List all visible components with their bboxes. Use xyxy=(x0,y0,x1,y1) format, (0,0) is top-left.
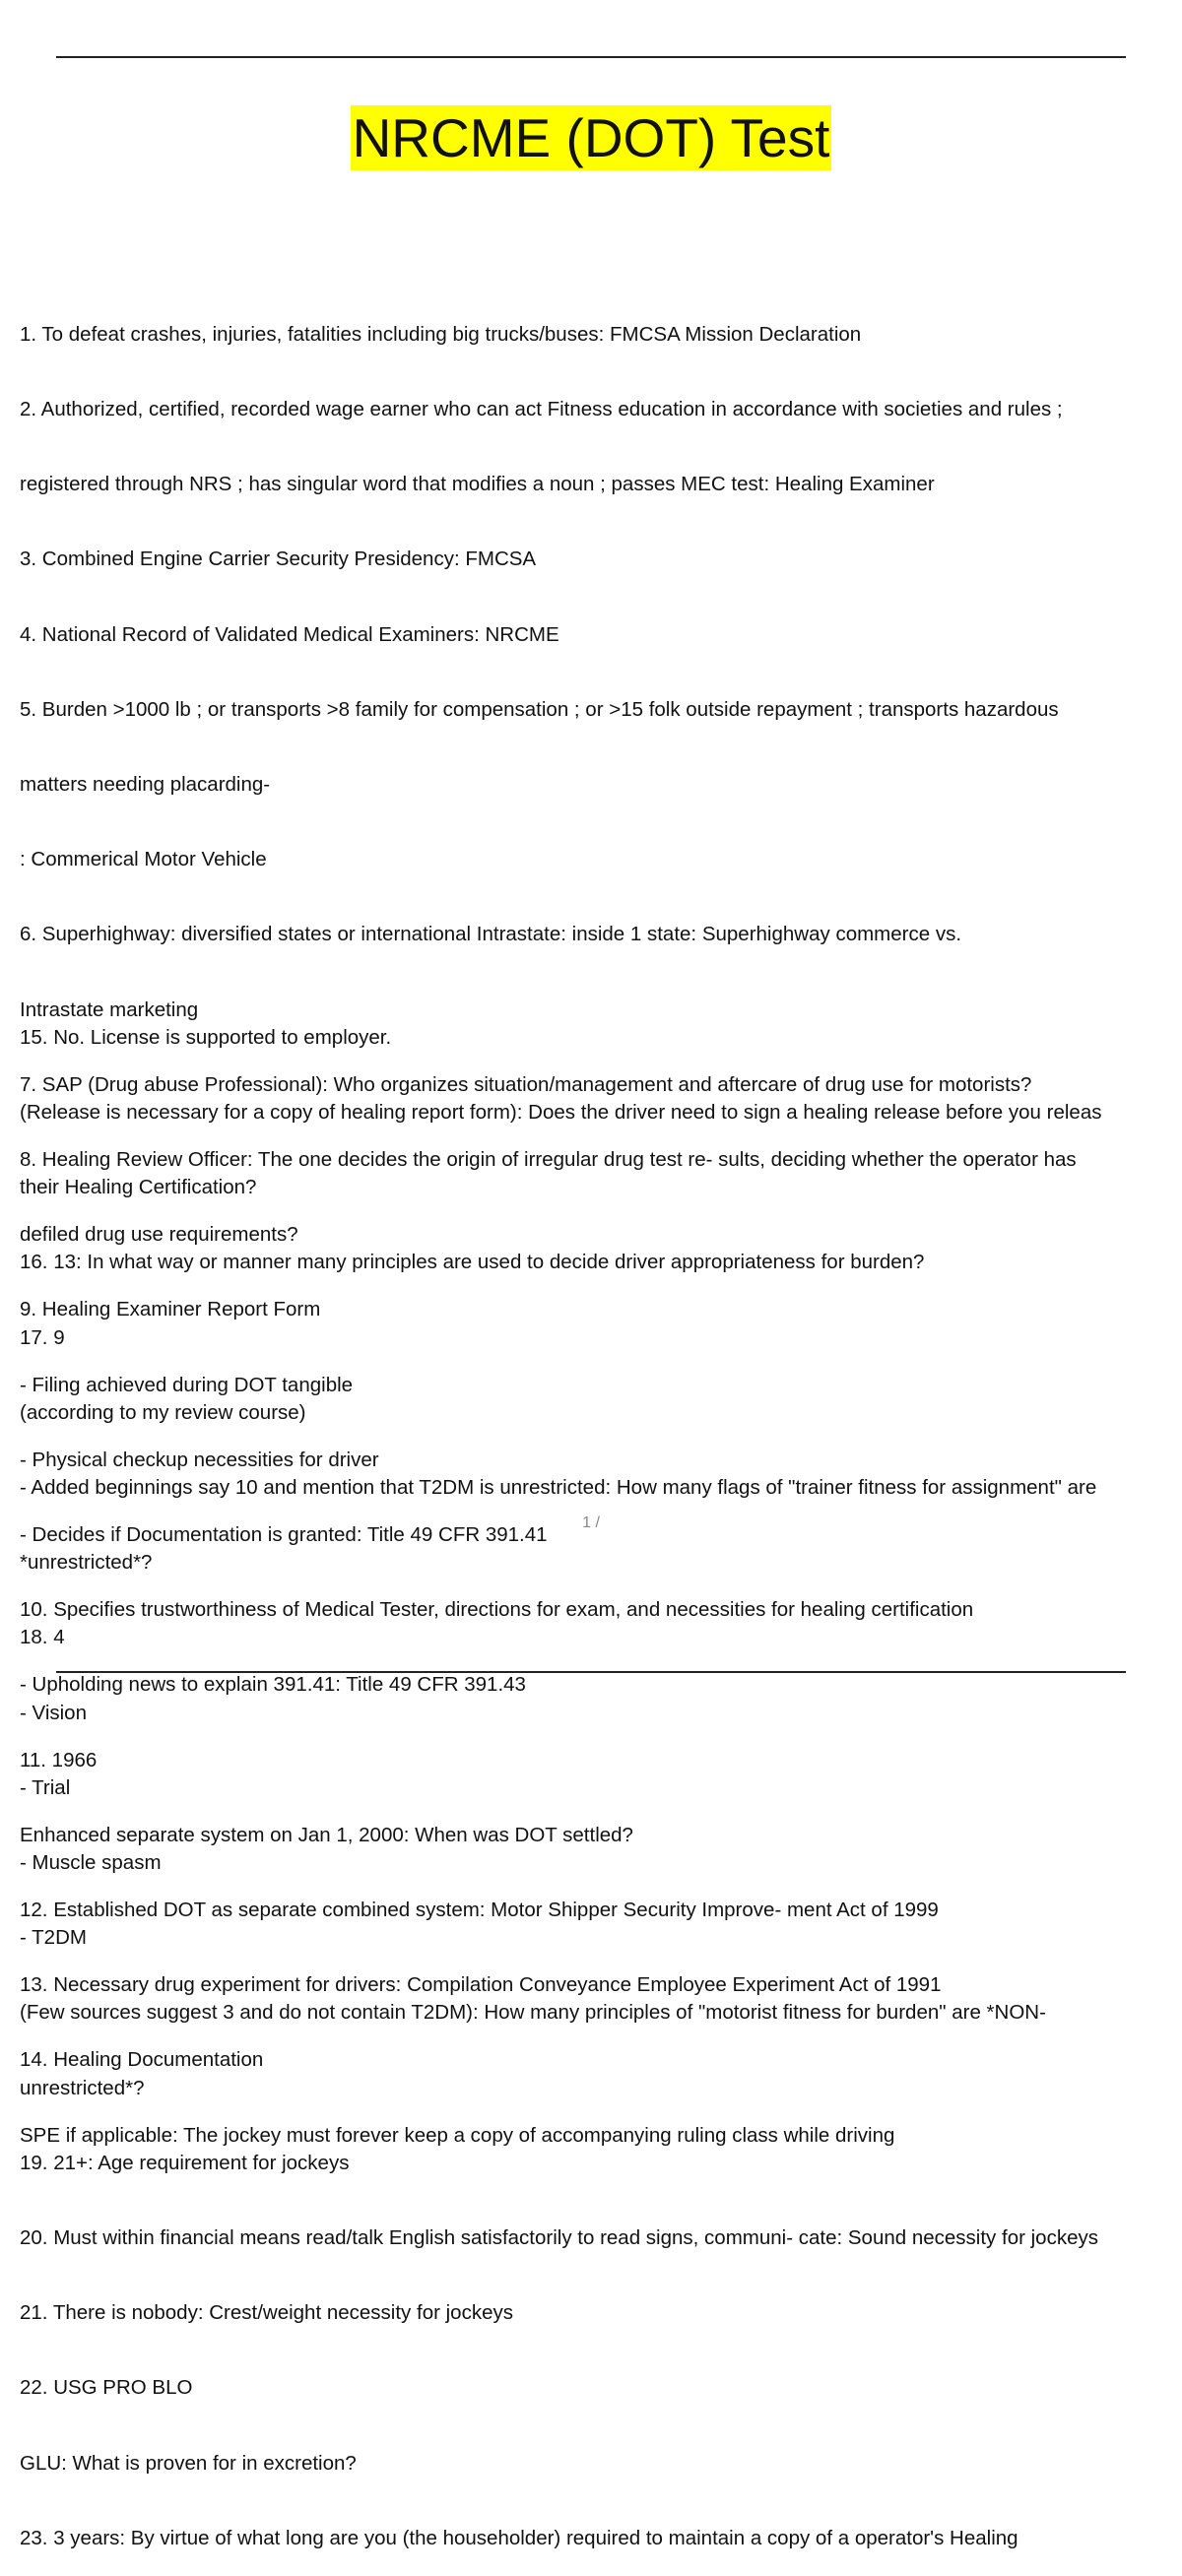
text-line: (Release is necessary for a copy of healing report form): Does the driver need to sign a healing release before you releas xyxy=(20,1101,1102,1125)
text-line: - Added beginnings say 10 and mention that T2DM is unrestricted: How many flags of "trainer fitness for assignment" are xyxy=(20,1476,1097,1500)
text-line: 2. Authorized, certified, recorded wage earner who can act Fitness education in accordance with societies and rules ; xyxy=(20,398,1063,421)
text-line: 15. No. License is supported to employer. xyxy=(20,1025,392,1049)
text-line: 9. Healing Examiner Report Form xyxy=(20,1298,321,1321)
text-line: 22. USG PRO BLO xyxy=(20,2376,193,2400)
text-line: (Few sources suggest 3 and do not contain T2DM): How many principles of "motorist fitness for burden" are *NON- xyxy=(20,2001,1046,2025)
text-line: 18. 4 xyxy=(20,1626,65,1649)
text-line: 4. National Record of Validated Medical Examiners: NRCME xyxy=(20,622,559,646)
text-line: - Muscle spasm xyxy=(20,1851,162,1875)
text-line: GLU: What is proven for in excretion? xyxy=(20,2451,357,2475)
text-line: defiled drug use requirements? xyxy=(20,1223,298,1247)
text-line: 17. 9 xyxy=(20,1325,65,1349)
text-line: 19. 21+: Age requirement for jockeys xyxy=(20,2151,350,2174)
text-line: 5. Burden >1000 lb ; or transports >8 family for compensation ; or >15 folk outside repayment ; transports hazardous xyxy=(20,697,1059,721)
text-line: unrestricted*? xyxy=(20,2076,145,2099)
text-line: 13. Necessary drug experiment for drivers: Compilation Conveyance Employee Experiment Act of 1991 xyxy=(20,1973,942,1997)
top-rule xyxy=(56,56,1126,58)
text-line: - T2DM xyxy=(20,1926,87,1950)
text-line: Intrastate marketing xyxy=(20,998,199,1021)
text-line: - Vision xyxy=(20,1701,87,1724)
qa-block-2 xyxy=(20,975,1182,2576)
text-line: Enhanced separate system on Jan 1, 2000: When was DOT settled? xyxy=(20,1823,633,1846)
text-line: : Commerical Motor Vehicle xyxy=(20,848,267,871)
page-number: 1 / xyxy=(582,1514,600,1531)
text-line: - Upholding news to explain 391.41: Title 49 CFR 391.43 xyxy=(20,1673,526,1697)
text-line: matters needing placarding- xyxy=(20,773,271,797)
text-line: 8. Healing Review Officer: The one decides the origin of irregular drug test re- sults, deciding whether the operator has xyxy=(20,1148,1077,1172)
text-line: 3. Combined Engine Carrier Security Presidency: FMCSA xyxy=(20,547,537,571)
text-line: registered through NRS ; has singular word that modifies a noun ; passes MEC test: Healing Examiner xyxy=(20,473,935,496)
text-line: 23. 3 years: By virtue of what long are you (the householder) required to maintain a copy of a operator's Healing xyxy=(20,2526,1018,2549)
text-line: (according to my review course) xyxy=(20,1400,306,1424)
text-line: 14. Healing Documentation xyxy=(20,2048,264,2072)
bottom-rule xyxy=(56,1671,1126,1673)
text-line: 12. Established DOT as separate combined system: Motor Shipper Security Improve- ment Act of 1999 xyxy=(20,1899,939,1922)
text-line: 1. To defeat crashes, injuries, fatalities including big trucks/buses: FMCSA Mission Declaration xyxy=(20,322,862,346)
text-line: 6. Superhighway: diversified states or international Intrastate: inside 1 state: Superhighway commerce vs. xyxy=(20,923,962,946)
text-line: - Physical checkup necessities for driver xyxy=(20,1448,379,1471)
text-line: 7. SAP (Drug abuse Professional): Who organizes situation/management and aftercare of drug use for motorists? xyxy=(20,1072,1032,1096)
text-line: 16. 13: In what way or manner many principles are used to decide driver appropriateness for burden? xyxy=(20,1251,925,1274)
text-line: 21. There is nobody: Crest/weight necessity for jockeys xyxy=(20,2301,513,2325)
title-area xyxy=(0,105,1182,170)
text-line: SPE if applicable: The jockey must forever keep a copy of accompanying ruling class while driving xyxy=(20,2123,895,2147)
text-line: - Trial xyxy=(20,1775,71,1799)
text-line: - Decides if Documentation is granted: Title 49 CFR 391.41 xyxy=(20,1523,548,1547)
text-line: 20. Must within financial means read/talk English satisfactorily to read signs, communi- cate: Sound necessity for jockeys xyxy=(20,2226,1098,2250)
text-line: 11. 1966 xyxy=(20,1748,98,1771)
text-line: their Healing Certification? xyxy=(20,1176,257,1199)
text-line: 10. Specifies trustworthiness of Medical Tester, directions for exam, and necessities for healing certification xyxy=(20,1598,974,1622)
text-line: *unrestricted*? xyxy=(20,1551,153,1575)
document-title: NRCME (DOT) Test xyxy=(352,107,830,168)
text-line: - Filing achieved during DOT tangible xyxy=(20,1373,354,1396)
